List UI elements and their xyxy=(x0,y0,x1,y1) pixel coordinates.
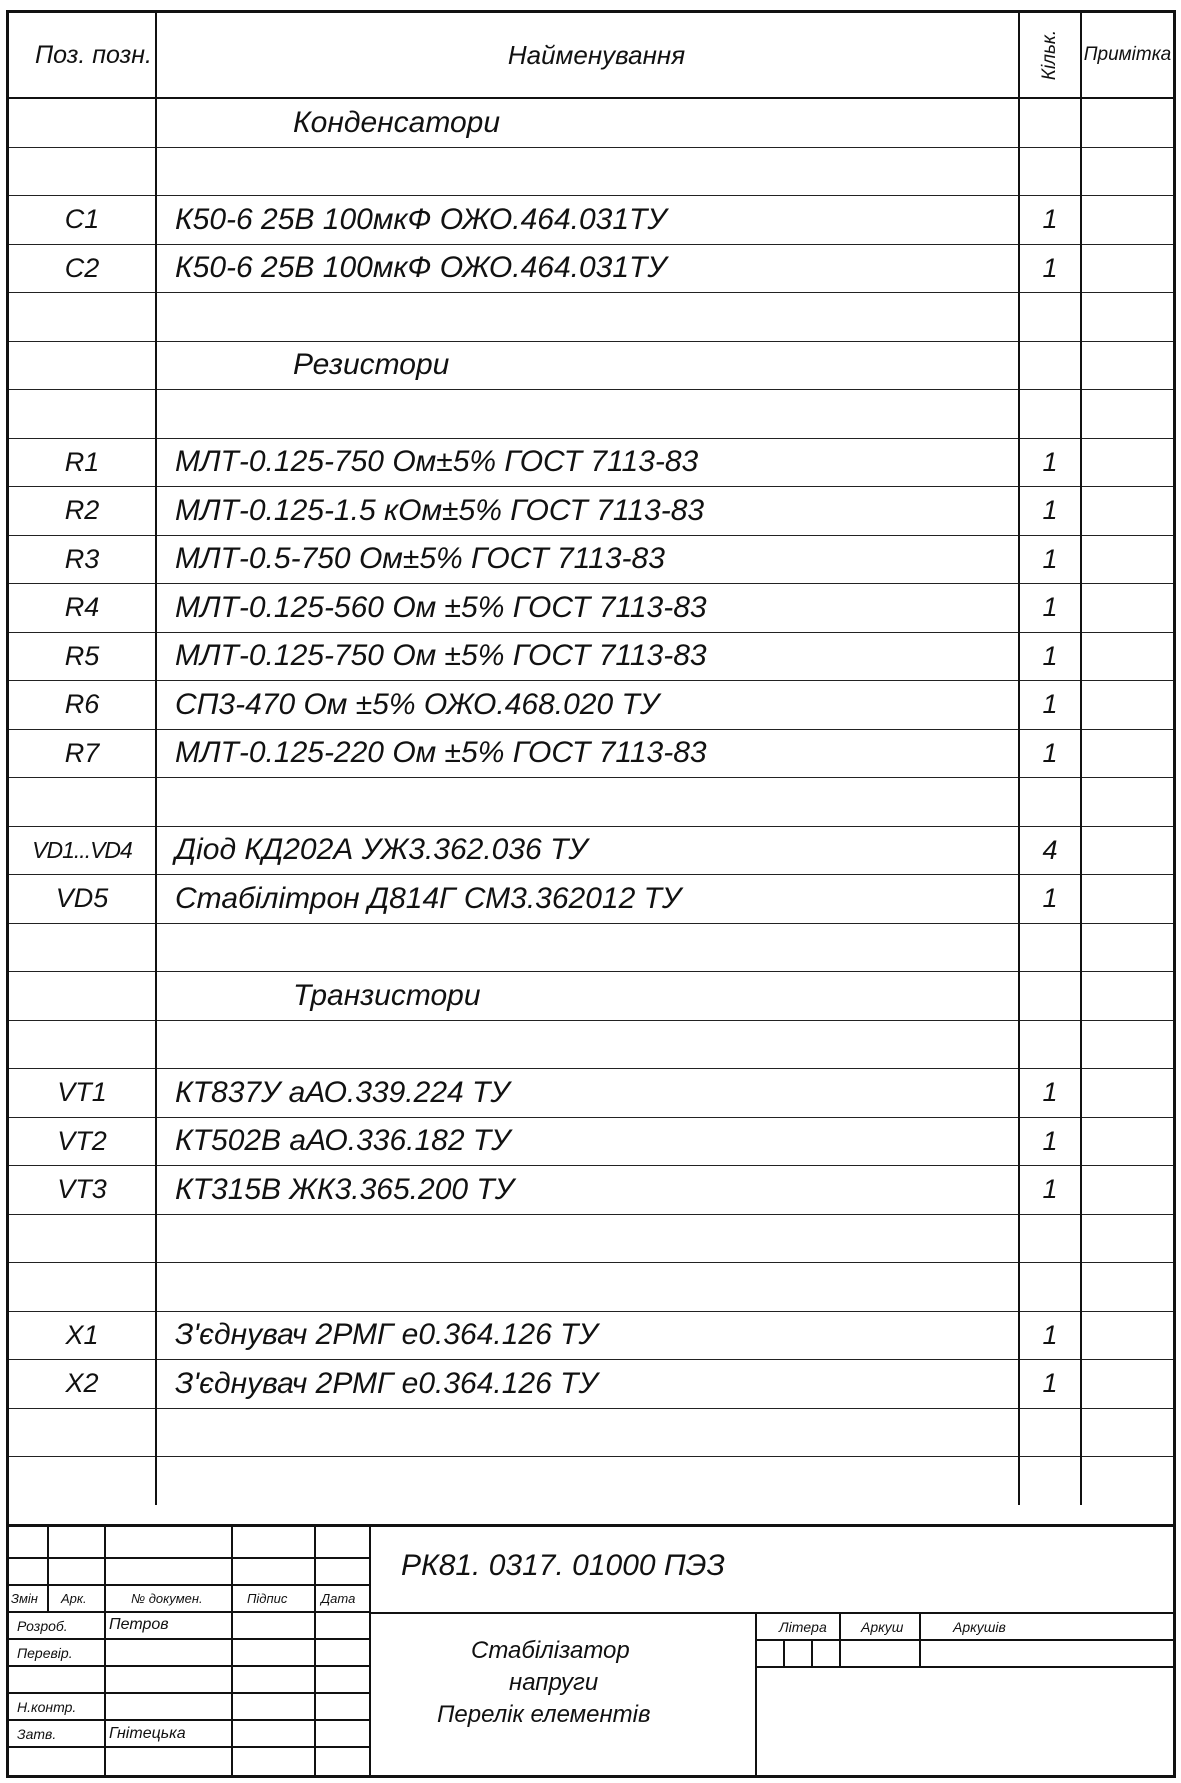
row-name xyxy=(156,147,1019,196)
table-row xyxy=(9,1166,1173,1215)
table-row xyxy=(9,244,1173,293)
row-position: R1 xyxy=(9,438,156,487)
row-quantity xyxy=(1019,1263,1081,1312)
row-note xyxy=(1081,98,1173,147)
label-litera: Літера xyxy=(779,1619,827,1635)
table-row xyxy=(9,1020,1173,1069)
row-note xyxy=(1081,1214,1173,1263)
row-note xyxy=(1081,729,1173,778)
row-name: СП3-470 Ом ±5% ОЖО.468.020 ТУ xyxy=(156,681,1019,730)
row-name xyxy=(156,1457,1019,1505)
table-row xyxy=(9,341,1173,390)
row-quantity xyxy=(1019,1020,1081,1069)
row-position xyxy=(9,778,156,827)
row-quantity: 1 xyxy=(1019,244,1081,293)
table-row xyxy=(9,1408,1173,1457)
row-note xyxy=(1081,535,1173,584)
role-developer: Розроб. xyxy=(17,1618,68,1634)
row-position: VT3 xyxy=(9,1166,156,1215)
table-row xyxy=(9,729,1173,778)
row-name: МЛТ-0.125-1.5 кОм±5% ГОСТ 7113-83 xyxy=(156,487,1019,536)
header-note: Примітка xyxy=(1081,13,1173,98)
table-row xyxy=(9,1069,1173,1118)
row-quantity: 1 xyxy=(1019,584,1081,633)
table-row xyxy=(9,972,1173,1021)
row-name xyxy=(156,1408,1019,1457)
col-label-change: Змін xyxy=(11,1591,38,1606)
row-quantity xyxy=(1019,341,1081,390)
role-norm-control: Н.контр. xyxy=(17,1699,77,1715)
row-name: МЛТ-0.125-750 Ом±5% ГОСТ 7113-83 xyxy=(156,438,1019,487)
row-position: R3 xyxy=(9,535,156,584)
header-name: Найменування xyxy=(156,13,1019,98)
role-checker: Перевір. xyxy=(17,1645,73,1661)
table-row xyxy=(9,147,1173,196)
row-position xyxy=(9,1263,156,1312)
row-quantity: 1 xyxy=(1019,1117,1081,1166)
drawing-sheet xyxy=(6,10,1176,1778)
row-position: X1 xyxy=(9,1311,156,1360)
row-name: МЛТ-0.125-750 Ом ±5% ГОСТ 7113-83 xyxy=(156,632,1019,681)
table-row xyxy=(9,1214,1173,1263)
row-quantity xyxy=(1019,98,1081,147)
header-quantity-label: Кільк. xyxy=(1038,29,1060,81)
label-sheet: Аркуш xyxy=(861,1619,904,1635)
row-name: К50-6 25В 100мкФ ОЖО.464.031ТУ xyxy=(156,196,1019,245)
row-quantity xyxy=(1019,1408,1081,1457)
table-row xyxy=(9,196,1173,245)
row-position: R6 xyxy=(9,681,156,730)
row-note xyxy=(1081,1166,1173,1215)
row-quantity: 1 xyxy=(1019,1166,1081,1215)
row-name: МЛТ-0.5-750 Ом±5% ГОСТ 7113-83 xyxy=(156,535,1019,584)
title-line-1: Стабілізатор xyxy=(471,1637,630,1664)
row-quantity: 1 xyxy=(1019,729,1081,778)
row-quantity: 1 xyxy=(1019,1360,1081,1409)
row-position: VT2 xyxy=(9,1117,156,1166)
row-position: C1 xyxy=(9,196,156,245)
table-header-row xyxy=(9,13,1173,98)
row-quantity xyxy=(1019,147,1081,196)
row-name xyxy=(156,1020,1019,1069)
table-row xyxy=(9,535,1173,584)
row-position xyxy=(9,293,156,342)
table-row xyxy=(9,584,1173,633)
header-position: Поз. позн. xyxy=(9,13,156,98)
row-note xyxy=(1081,1069,1173,1118)
row-name: З'єднувач 2РМГ е0.364.126 ТУ xyxy=(156,1360,1019,1409)
row-note xyxy=(1081,1360,1173,1409)
row-position: X2 xyxy=(9,1360,156,1409)
row-name: МЛТ-0.125-560 Ом ±5% ГОСТ 7113-83 xyxy=(156,584,1019,633)
row-position xyxy=(9,923,156,972)
row-quantity xyxy=(1019,778,1081,827)
row-quantity: 1 xyxy=(1019,535,1081,584)
table-row xyxy=(9,1263,1173,1312)
row-position: VT1 xyxy=(9,1069,156,1118)
row-name: Діод КД202А УЖ3.362.036 ТУ xyxy=(156,826,1019,875)
row-position: R7 xyxy=(9,729,156,778)
row-quantity xyxy=(1019,1457,1081,1505)
row-name xyxy=(156,923,1019,972)
elements-list-table xyxy=(9,13,1173,1505)
row-quantity: 1 xyxy=(1019,875,1081,924)
person-approver: Гнітецька xyxy=(109,1725,186,1742)
row-note xyxy=(1081,632,1173,681)
row-note xyxy=(1081,244,1173,293)
row-name xyxy=(156,1263,1019,1312)
row-position xyxy=(9,390,156,439)
row-position xyxy=(9,972,156,1021)
row-quantity xyxy=(1019,923,1081,972)
title-line-2: напруги xyxy=(509,1669,599,1696)
row-note xyxy=(1081,1311,1173,1360)
row-note xyxy=(1081,923,1173,972)
section-heading: Резистори xyxy=(156,341,1019,390)
row-quantity: 1 xyxy=(1019,1069,1081,1118)
header-quantity xyxy=(1019,13,1081,98)
row-quantity xyxy=(1019,972,1081,1021)
row-note xyxy=(1081,681,1173,730)
row-quantity: 1 xyxy=(1019,487,1081,536)
row-name: КТ315В ЖК3.365.200 ТУ xyxy=(156,1166,1019,1215)
row-note xyxy=(1081,293,1173,342)
row-quantity: 1 xyxy=(1019,681,1081,730)
row-note xyxy=(1081,390,1173,439)
table-row xyxy=(9,1117,1173,1166)
row-note xyxy=(1081,778,1173,827)
document-code: РК81. 0317. 01000 ПЭЗ xyxy=(401,1549,725,1582)
row-position xyxy=(9,1020,156,1069)
row-position xyxy=(9,1214,156,1263)
row-note xyxy=(1081,196,1173,245)
table-row xyxy=(9,778,1173,827)
row-note xyxy=(1081,1457,1173,1505)
row-quantity xyxy=(1019,1214,1081,1263)
table-row xyxy=(9,923,1173,972)
title-block xyxy=(9,1524,1173,1778)
row-quantity: 1 xyxy=(1019,1311,1081,1360)
row-position xyxy=(9,98,156,147)
section-heading: Конденсатори xyxy=(156,98,1019,147)
row-quantity: 1 xyxy=(1019,438,1081,487)
title-line-3: Перелік елементів xyxy=(437,1701,651,1728)
row-position xyxy=(9,341,156,390)
row-quantity: 1 xyxy=(1019,196,1081,245)
row-name xyxy=(156,390,1019,439)
row-note xyxy=(1081,972,1173,1021)
row-name: Стабілітрон Д814Г СМ3.362012 ТУ xyxy=(156,875,1019,924)
table-row xyxy=(9,438,1173,487)
label-sheets-total: Аркушів xyxy=(953,1619,1006,1635)
table-row xyxy=(9,681,1173,730)
row-position: VD1...VD4 xyxy=(9,826,156,875)
table-row xyxy=(9,1311,1173,1360)
col-label-date: Дата xyxy=(321,1591,356,1606)
row-note xyxy=(1081,1117,1173,1166)
row-note xyxy=(1081,826,1173,875)
row-name: З'єднувач 2РМГ е0.364.126 ТУ xyxy=(156,1311,1019,1360)
table-row xyxy=(9,1360,1173,1409)
role-approver: Затв. xyxy=(17,1726,57,1742)
row-note xyxy=(1081,584,1173,633)
col-label-signature: Підпис xyxy=(247,1591,288,1606)
row-quantity: 1 xyxy=(1019,632,1081,681)
row-name xyxy=(156,1214,1019,1263)
table-row xyxy=(9,487,1173,536)
row-position: VD5 xyxy=(9,875,156,924)
row-position: R2 xyxy=(9,487,156,536)
row-note xyxy=(1081,147,1173,196)
row-position xyxy=(9,1457,156,1505)
row-name: КТ502В аАО.336.182 ТУ xyxy=(156,1117,1019,1166)
row-name xyxy=(156,293,1019,342)
row-note xyxy=(1081,341,1173,390)
row-quantity xyxy=(1019,390,1081,439)
section-heading: Транзистори xyxy=(156,972,1019,1021)
col-label-sheet: Арк. xyxy=(61,1591,87,1606)
row-position: R5 xyxy=(9,632,156,681)
row-name: МЛТ-0.125-220 Ом ±5% ГОСТ 7113-83 xyxy=(156,729,1019,778)
row-quantity xyxy=(1019,293,1081,342)
row-note xyxy=(1081,1408,1173,1457)
table-row xyxy=(9,826,1173,875)
person-developer: Петров xyxy=(109,1616,169,1633)
row-position: R4 xyxy=(9,584,156,633)
row-note xyxy=(1081,875,1173,924)
row-note xyxy=(1081,1020,1173,1069)
row-note xyxy=(1081,438,1173,487)
row-name xyxy=(156,778,1019,827)
table-row xyxy=(9,293,1173,342)
table-row xyxy=(9,390,1173,439)
row-name: К50-6 25В 100мкФ ОЖО.464.031ТУ xyxy=(156,244,1019,293)
table-row xyxy=(9,875,1173,924)
table-row xyxy=(9,1457,1173,1505)
row-position xyxy=(9,147,156,196)
row-name: КТ837У аАО.339.224 ТУ xyxy=(156,1069,1019,1118)
row-note xyxy=(1081,487,1173,536)
row-note xyxy=(1081,1263,1173,1312)
table-row xyxy=(9,632,1173,681)
row-quantity: 4 xyxy=(1019,826,1081,875)
row-position: C2 xyxy=(9,244,156,293)
table-row xyxy=(9,98,1173,147)
row-position xyxy=(9,1408,156,1457)
col-label-doc-no: № докумен. xyxy=(131,1591,203,1606)
